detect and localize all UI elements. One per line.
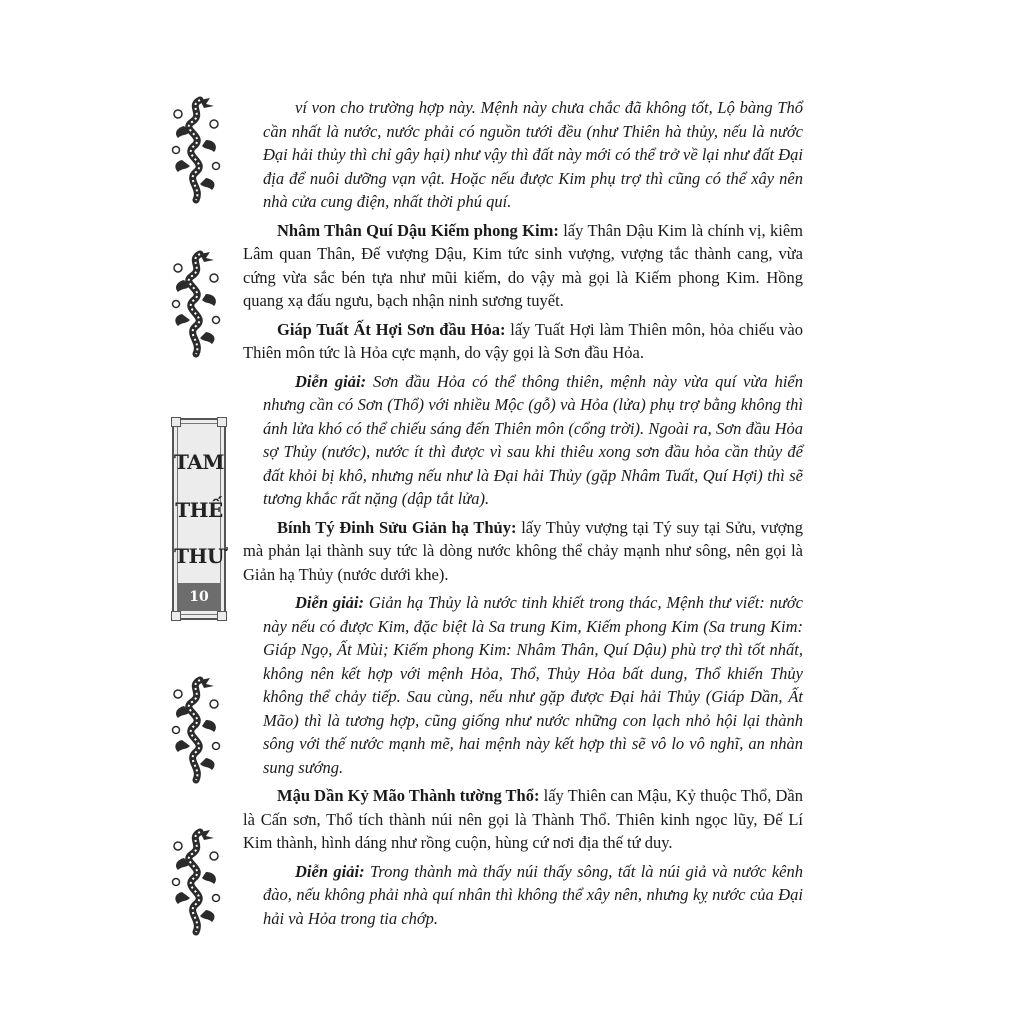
tab-corner (217, 417, 227, 427)
paragraph-text: lấy Thiên can Mậu, Kỷ thuộc Thổ, Dần là Cấn sơn, Thổ tích thành núi nên gọi là Thành Thổ. Thiên kinh ngọc lũy, Đế Lí Kim thành, hình dáng như rồng cuộn, hùng cứ nơi địa thế tứ duy. (243, 786, 803, 852)
side-title-tab (172, 418, 226, 620)
text-column (243, 96, 803, 935)
paragraph-text: lấy Tuất Hợi làm Thiên môn, hỏa chiếu vào Thiên môn tức là Hỏa cực mạnh, do vậy gọi là Sơn đầu Hỏa. (243, 319, 803, 362)
paragraph-term: Diễn giải: (295, 371, 367, 391)
dragon-icon (170, 96, 222, 204)
dragon-icon (170, 250, 222, 358)
paragraph-text: Trong thành mà thấy núi thấy sông, tất là núi giả và nước kênh đào, nếu không phải nhà quí nhân thì không thể xây nên, nhưng kỵ nước của Đại hải và Hỏa trong tia chớp. (263, 861, 803, 928)
tab-corner (217, 611, 227, 621)
paragraph (243, 318, 803, 365)
paragraph-term: Mậu Dần Kỷ Mão Thành tường Thổ: (277, 786, 540, 805)
tab-title-word: THƯ (174, 544, 224, 568)
paragraph (243, 370, 803, 511)
paragraph-text: Sơn đầu Hỏa có thể thông thiên, mệnh này vừa quí vừa hiển nhưng cần có Sơn (Thổ) với nhiều Mộc (gỗ) và Hỏa (lửa) phụ trợ bằng không thì ánh lửa khó có thể chiếu sáng đến Thiên môn (cổng trời). Ngoài ra, Sơn đầu Hỏa sợ Thủy (nước), nước ít thì được vì sau khi thiêu xong sơn đầu hỏa cần thủy để đất khỏi bị khô, nhưng nếu như là Đại hải Thủy (gặp Nhâm Tuất, Quí Hợi) thì sẽ tương khắc rất nặng (dập tắt lửa). (263, 371, 803, 508)
paragraph-text: ví von cho trường hợp này. Mệnh này chưa chắc đã không tốt, Lộ bàng Thổ cần nhất là nước, nước phải có nguồn tưới đều (như Thiên hà thủy, nếu là nước Đại hải thủy thì chỉ gây hại) như vậy thì đất này mới có thể trở về lại như đất Đại địa để nuôi dưỡng vạn vật. Hoặc nếu được Kim phụ trợ thì cũng có thể xây nên nhà cửa cung điện, nhất thời phú quí. (263, 98, 803, 211)
tab-corner (171, 611, 181, 621)
page-number: 10 (177, 583, 221, 611)
paragraph-text: lấy Thủy vượng tại Tý suy tại Sửu, vượng mà phản lại thành suy tức là dòng nước không thể chảy mạnh như sông, nên gọi là Giản hạ Thủy (nước dưới khe). (243, 517, 803, 584)
paragraph (243, 219, 803, 313)
paragraph-term: Bính Tý Đinh Sửu Giản hạ Thủy: (277, 517, 517, 537)
paragraph-term: Nhâm Thân Quí Dậu Kiếm phong Kim: (277, 220, 559, 240)
paragraph-term: Giáp Tuất Ất Hợi Sơn đầu Hỏa: (277, 319, 506, 339)
paragraph-text: lấy Thân Dậu Kim là chính vị, kiêm Lâm quan Thân, Đế vượng Dậu, Kim tức sinh vượng, vượng tắc thành cang, vừa cứng vừa sắc bén tựa như mũi kiếm, do vậy mà gọi là Kiếm phong Kim. Hồng quang xạ đấu ngưu, bạch nhận ninh sương tuyết. (243, 220, 803, 310)
paragraph (243, 591, 803, 779)
paragraph (243, 784, 803, 855)
tab-title-word: THẾ (175, 498, 223, 522)
paragraph (243, 96, 803, 214)
dragon-icon (170, 828, 222, 936)
paragraph (243, 860, 803, 931)
tab-title-word: TAM (174, 450, 224, 474)
dragon-icon (170, 676, 222, 784)
paragraph-term: Diễn giải: (295, 861, 365, 881)
paragraph (243, 516, 803, 587)
paragraph-text: Giản hạ Thủy là nước tinh khiết trong thác, Mệnh thư viết: nước này nếu có được Kim, đặc biệt là Sa trung Kim, Kiếm phong Kim (Sa trung Kim: Giáp Ngọ, Ất Mùi; Kiếm phong Kim: Nhâm Thân, Quí Dậu) phù trợ thì tốt nhất, không nên kết hợp với mệnh Hỏa, Thổ, Thủy Hỏa bất dung, Thổ khiến Thủy không thể chảy tiếp. Sau cùng, nếu như gặp được Đại hải Thủy (Giáp Dần, Ất Mão) thì là tương hợp, cũng giống như nước những con lạch nhỏ hội lại thành sông với thế nước mạnh mẽ, hai mệnh này kết hợp thì sẽ vô lo vô nghĩ, an nhàn sung sướng. (263, 593, 803, 777)
paragraph-term: Diễn giải: (295, 593, 364, 612)
tab-corner (171, 417, 181, 427)
